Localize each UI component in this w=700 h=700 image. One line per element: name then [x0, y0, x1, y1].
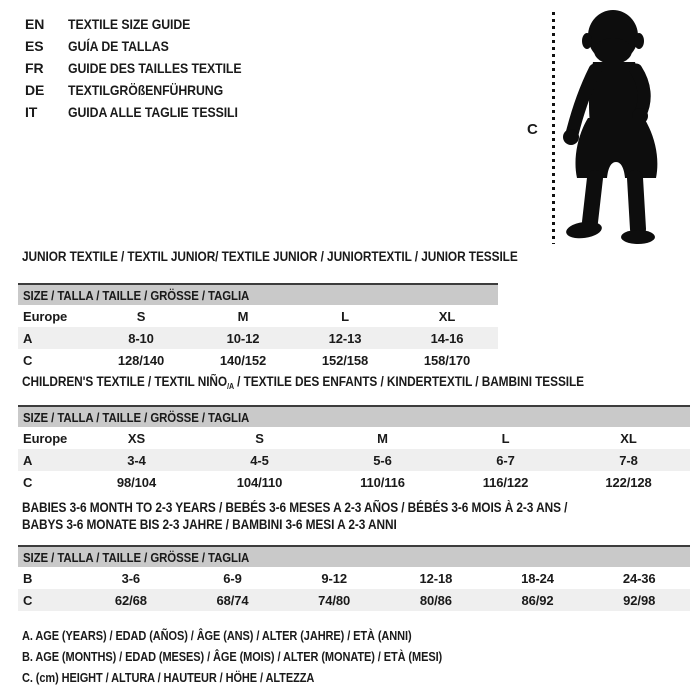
section-title-line	[22, 374, 661, 391]
size-cell: 3-4	[127, 452, 146, 468]
row-label: B	[23, 570, 33, 586]
table-row	[18, 567, 690, 589]
size-header-label: SIZE / TALLA / TAILLE / GRÖSSE / TAGLIA	[23, 287, 250, 303]
subscript-a: /A	[227, 382, 234, 391]
table-row	[18, 427, 690, 449]
size-cell: 62/68	[114, 592, 147, 608]
language-label: TEXTILE SIZE GUIDE	[68, 16, 191, 32]
row-label: C	[23, 474, 33, 490]
size-cell: 8-10	[128, 330, 154, 346]
table-row	[18, 327, 498, 349]
size-table	[18, 545, 690, 611]
row-label: C	[23, 592, 33, 608]
row-label: C	[23, 352, 33, 368]
size-cell: 3-6	[121, 570, 141, 586]
table-row	[18, 449, 690, 471]
size-cell: 7-8	[619, 452, 638, 468]
height-measure-line	[552, 12, 555, 244]
size-cell: 68/74	[216, 592, 249, 608]
section-title	[22, 374, 661, 391]
table-row	[18, 589, 690, 611]
language-row	[25, 79, 265, 101]
size-cell: 18-24	[521, 570, 554, 586]
size-cell: 110/116	[360, 474, 405, 490]
size-cell: 80/86	[419, 592, 452, 608]
section-title-text: BABIES 3-6 MONTH TO 2-3 YEARS / BEBÉS 3-6 MESES A 2-3 AÑOS / BÉBÉS 3-6 MOIS À 2-3 ANS /	[22, 500, 568, 515]
size-cell: S	[255, 430, 264, 446]
size-cell: L	[501, 430, 510, 446]
language-code: DE	[25, 82, 45, 98]
size-header-label: SIZE / TALLA / TAILLE / GRÖSSE / TAGLIA	[23, 549, 250, 565]
table-row	[18, 349, 498, 371]
size-table	[18, 405, 690, 493]
size-cell: XS	[127, 430, 146, 446]
size-cell: 158/170	[423, 352, 471, 368]
size-header-bar	[18, 545, 690, 567]
size-header-bar	[18, 405, 690, 427]
table-row	[18, 471, 690, 493]
size-cell: M	[237, 308, 249, 324]
size-cell: 116/122	[482, 474, 529, 490]
size-cell: 86/92	[521, 592, 554, 608]
legend-line	[22, 668, 499, 689]
language-code: IT	[25, 104, 38, 120]
size-cell: 4-5	[250, 452, 269, 468]
size-cell: 12-18	[419, 570, 453, 586]
height-measure-label: C	[527, 121, 538, 138]
section-title-text: BABYS 3-6 MONATE BIS 2-3 JAHRE / BAMBINI 3-6 MESI A 2-3 ANNI	[22, 517, 397, 532]
legend-text: A. AGE (YEARS) / EDAD (AÑOS) / ÂGE (ANS) / ALTER (JAHRE) / ETÀ (ANNI)	[22, 629, 412, 643]
section-title-line	[22, 517, 642, 534]
language-list	[25, 13, 265, 123]
language-label: GUIDA ALLE TAGLIE TESSILI	[68, 104, 238, 120]
size-cell: 14-16	[430, 330, 464, 346]
size-cell: 74/80	[318, 592, 351, 608]
size-cell: 6-7	[496, 452, 515, 468]
toddler-silhouette-icon	[562, 8, 684, 245]
language-row	[25, 57, 265, 79]
language-row	[25, 35, 265, 57]
legend-text: B. AGE (MONTHS) / EDAD (MESES) / ÂGE (MOIS) / ALTER (MONATE) / ETÀ (MESI)	[22, 650, 443, 664]
size-cell: M	[377, 430, 388, 446]
language-code: ES	[25, 38, 44, 54]
row-label: Europe	[23, 308, 68, 324]
size-cell: 152/158	[321, 352, 369, 368]
size-cell: 9-12	[321, 570, 347, 586]
size-cell: XL	[620, 430, 637, 446]
size-header-bar	[18, 283, 498, 305]
language-label: TEXTILGRÖßENFÜHRUNG	[68, 82, 224, 98]
language-label: GUÍA DE TALLAS	[68, 38, 169, 54]
language-row	[25, 13, 265, 35]
section-title-text: JUNIOR TEXTILE / TEXTIL JUNIOR/ TEXTILE JUNIOR / JUNIORTEXTIL / JUNIOR TESSILE	[22, 249, 518, 264]
language-code: EN	[25, 16, 45, 32]
section-title-text: CHILDREN'S TEXTILE / TEXTIL $NIÑO_{/A}$ / TEXTILE DES ENFANTS / KINDERTEXTIL / BAMBINI TESSILE	[22, 374, 585, 391]
size-cell: 6-9	[223, 570, 242, 586]
language-code: FR	[25, 60, 44, 76]
row-label: Europe	[23, 430, 68, 446]
section-title-line	[22, 249, 585, 266]
language-label: GUIDE DES TAILLES TEXTILE	[68, 60, 242, 76]
size-header-label: SIZE / TALLA / TAILLE / GRÖSSE / TAGLIA	[23, 409, 250, 425]
size-cell: L	[341, 308, 349, 324]
size-cell: 104/110	[236, 474, 283, 490]
legend-line	[22, 647, 499, 668]
size-cell: S	[136, 308, 146, 324]
size-cell: 5-6	[373, 452, 392, 468]
size-cell: 140/152	[219, 352, 267, 368]
table-row	[18, 305, 498, 327]
row-label: A	[23, 330, 33, 346]
size-cell: 122/128	[605, 474, 652, 490]
section-title	[22, 249, 585, 266]
size-cell: XL	[438, 308, 456, 324]
legend-text: C. (cm) HEIGHT / ALTURA / HAUTEUR / HÖHE / ALTEZZA	[22, 671, 315, 685]
legend	[22, 626, 499, 689]
size-table	[18, 283, 498, 371]
section-title-line	[22, 500, 642, 517]
size-cell: 98/104	[116, 474, 157, 490]
legend-line	[22, 626, 499, 647]
size-cell: 12-13	[328, 330, 362, 346]
language-row	[25, 101, 265, 123]
size-cell: 24-36	[622, 570, 656, 586]
section-title	[22, 500, 642, 534]
size-cell: 10-12	[226, 330, 260, 346]
row-label: A	[23, 452, 33, 468]
size-cell: 128/140	[117, 352, 165, 368]
size-cell: 92/98	[623, 592, 656, 608]
